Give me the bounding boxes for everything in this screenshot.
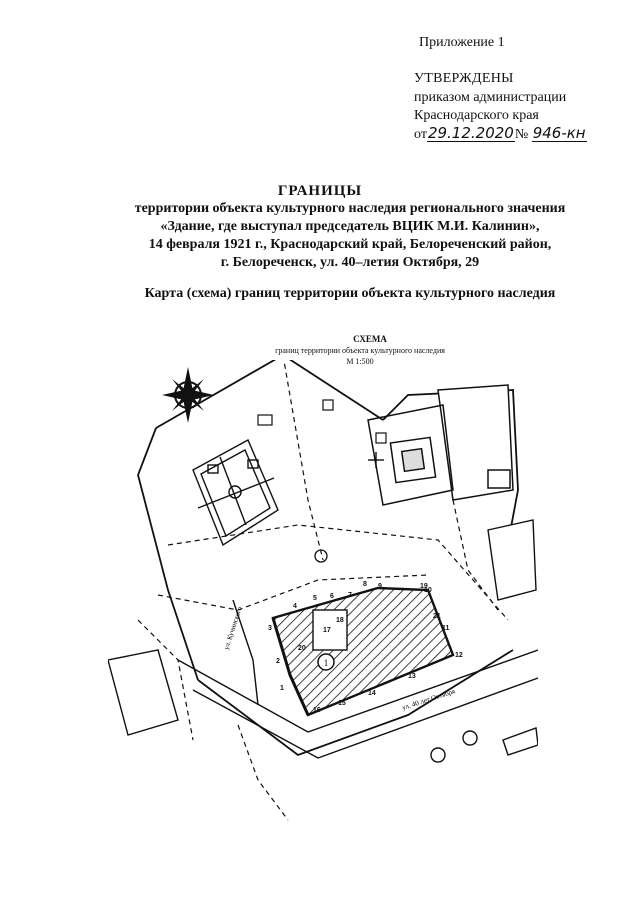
point-label: 5 — [313, 595, 317, 602]
number-prefix: № — [514, 127, 529, 142]
title-line-2: «Здание, где выступал председатель ВЦИК М.И. Калинин», — [160, 219, 540, 234]
order-line: приказом администрации — [414, 90, 567, 105]
title-line-1: территории объекта культурного наследия регионального значения — [134, 201, 566, 216]
point-label: 4 — [293, 603, 297, 610]
scheme-subtitle: границ территории объекта культурного наследия — [275, 346, 445, 355]
boundary-map — [108, 360, 538, 825]
title-line-4: г. Белореченск, ул. 40–летия Октября, 29 — [220, 255, 480, 270]
order-date: 29.12.2020 — [427, 124, 514, 142]
point-label: 2 — [276, 658, 280, 665]
order-date-line — [414, 126, 587, 143]
point-label: 19 — [420, 583, 428, 590]
point-label: 14 — [368, 690, 376, 697]
point-label: 21 — [433, 613, 441, 620]
point-label: 8 — [363, 581, 367, 588]
title-line-3: 14 февраля 1921 г., Краснодарский край, Белореченский район, — [148, 237, 552, 252]
street-label: ул. Кучинского — [222, 605, 244, 651]
well-marker-icons — [431, 731, 477, 762]
approved-label: УТВЕРЖДЕНЫ — [414, 71, 514, 86]
point-label: 9 — [378, 583, 382, 590]
compass-rose-icon — [162, 367, 214, 423]
neighbor-building — [368, 385, 513, 505]
garden-paths — [193, 440, 278, 545]
point-label: 16 — [313, 707, 321, 714]
point-label: 17 — [323, 627, 331, 634]
point-label: 20 — [298, 645, 306, 652]
small-structures — [258, 400, 386, 443]
point-label: 10 — [424, 587, 432, 594]
point-label: 13 — [408, 673, 416, 680]
crosshair-icon — [368, 452, 384, 468]
point-label: 1 — [280, 685, 284, 692]
street-label: ул. 40 лет Октября — [401, 687, 457, 712]
appendix-label: Приложение 1 — [419, 35, 505, 50]
map-caption: Карта (схема) границ территории объекта культурного наследия — [144, 286, 556, 301]
point-label: 3 — [268, 625, 272, 632]
region-line: Краснодарского края — [414, 108, 539, 123]
point-label: 12 — [455, 652, 463, 659]
point-label: 18 — [336, 617, 344, 624]
document-heading: ГРАНИЦЫ — [277, 183, 363, 199]
date-prefix: от — [414, 127, 427, 142]
point-label: 11 — [442, 625, 450, 632]
point-label: 6 — [330, 593, 334, 600]
point-label: 7 — [348, 592, 352, 599]
site-marker-label: 1 — [323, 658, 329, 668]
scheme-scale: М 1:500 — [346, 357, 374, 366]
order-number: 946-кн — [532, 124, 586, 142]
scheme-title: СХЕМА — [353, 334, 387, 344]
point-label: 15 — [338, 700, 346, 707]
